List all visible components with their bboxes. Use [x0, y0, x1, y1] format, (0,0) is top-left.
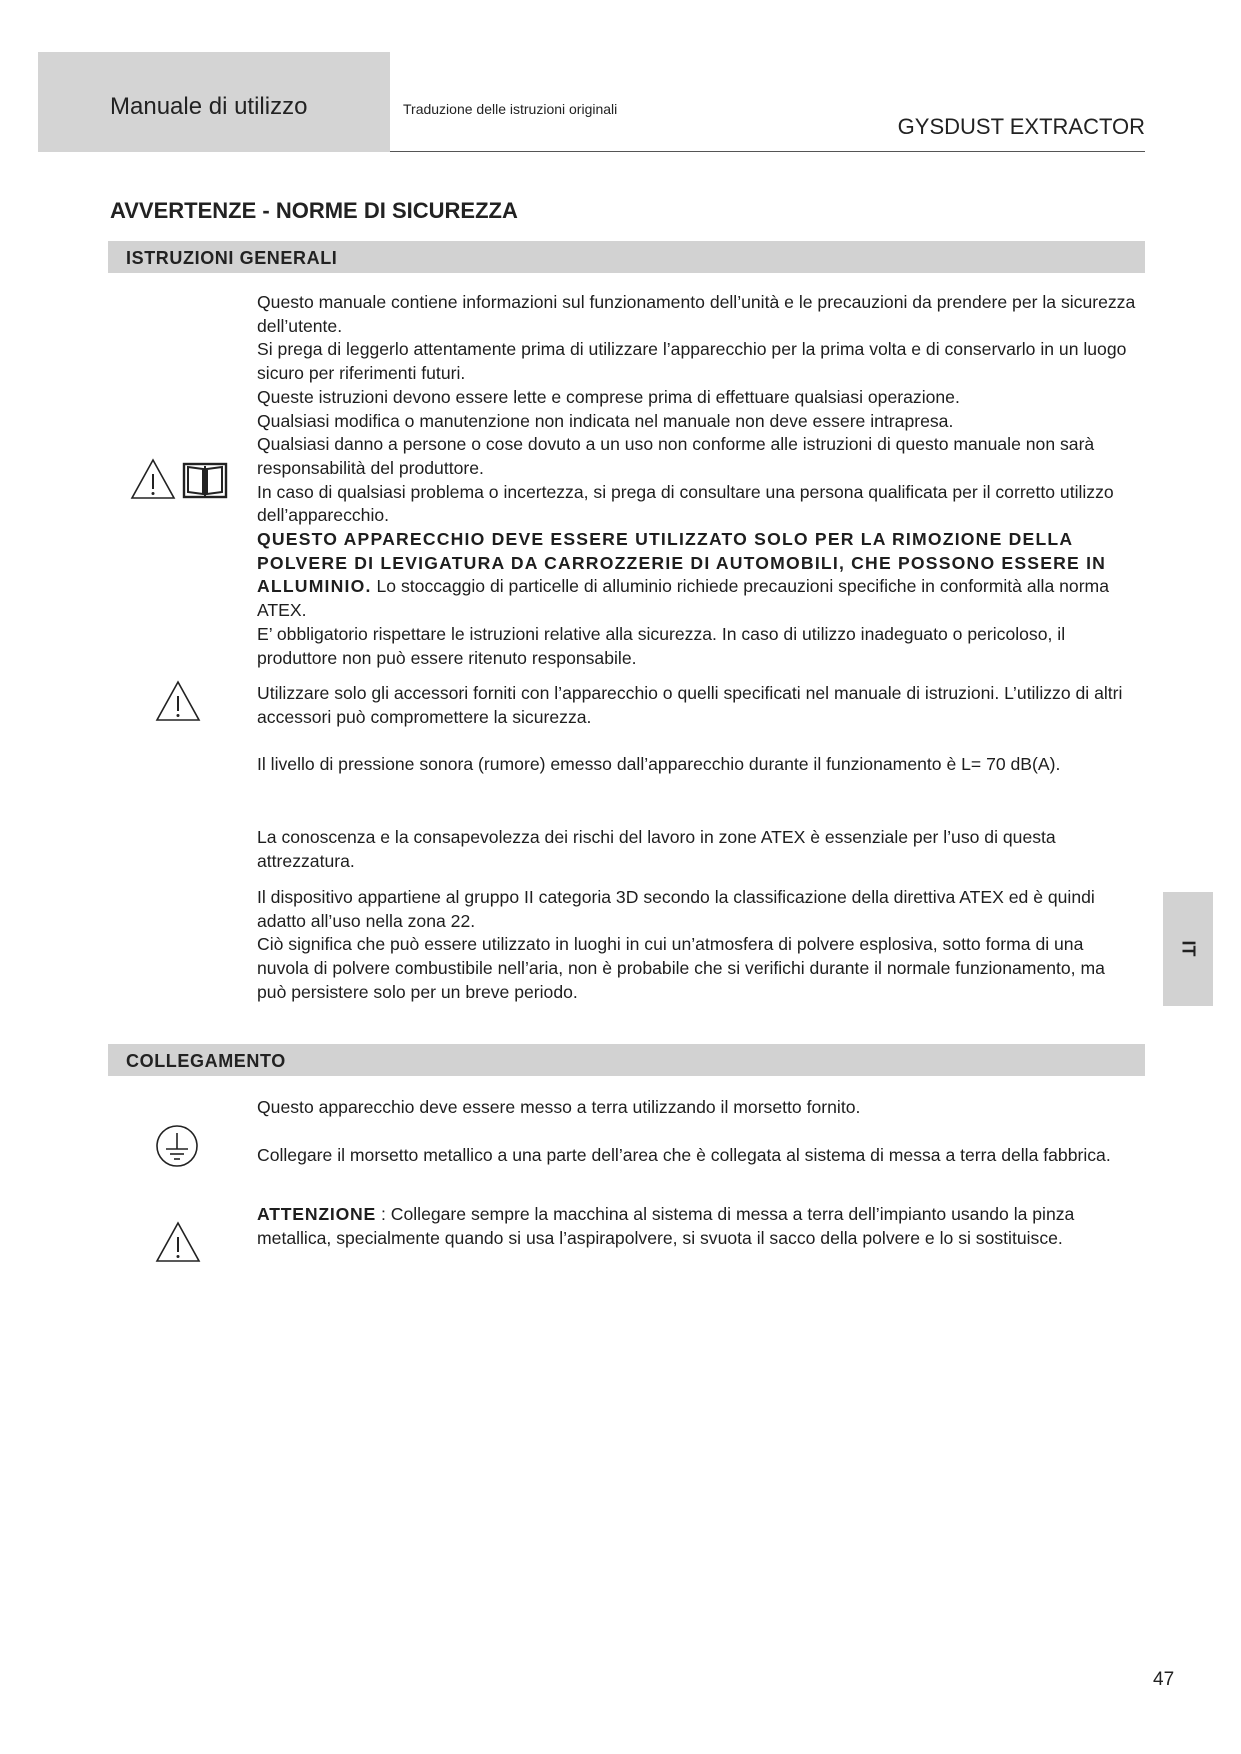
language-tab [1163, 892, 1213, 1006]
paragraph: Queste istruzioni devono essere lette e comprese prima di effettuare qualsiasi operazione. [257, 386, 960, 407]
page-title: AVVERTENZE - NORME DI SICUREZZA [110, 198, 518, 223]
read-manual-icon [182, 461, 228, 499]
accessories-text: Utilizzare solo gli accessori forniti con l’apparecchio o quelli specificati nel manuale di istruzioni. L’utilizzo di altri accessori può compromettere la sicurezza. [257, 683, 1123, 727]
header-subtitle: Traduzione delle istruzioni originali [403, 101, 618, 117]
atex-text-block [257, 886, 1139, 1005]
manual-title: Manuale di utilizzo [110, 93, 308, 120]
warning-icon [130, 458, 176, 500]
paragraph: Il dispositivo appartiene al gruppo II categoria 3D secondo la classificazione della direttiva ATEX ed è quindi adatto all’uso nella zona 22. [257, 887, 1095, 931]
page-number: 47 [1153, 1669, 1175, 1690]
atex-knowledge-text: La conoscenza e la consapevolezza dei rischi del lavoro in zone ATEX è essenziale per l’uso di questa attrezzatura. [257, 827, 1056, 871]
ground-icon [155, 1124, 199, 1168]
section-header-connection [108, 1044, 1145, 1076]
paragraph: Si prega di leggerlo attentamente prima di utilizzare l’apparecchio per la prima volta e di conservarlo in un luogo sicuro per riferimenti futuri. [257, 339, 1127, 384]
noise-text: Il livello di pressione sonora (rumore) emesso dall’apparecchio durante il funzionamento è L= 70 dB(A). [257, 754, 1061, 774]
header-divider [390, 151, 1145, 152]
grounding-text: Questo apparecchio deve essere messo a terra utilizzando il morsetto fornito. [257, 1097, 861, 1117]
general-text-block [257, 291, 1139, 670]
warning-rest: Lo stoccaggio di particelle di alluminio richiede precauzioni specifiche in conformità alla norma ATEX. [257, 576, 1109, 621]
section-heading-general: ISTRUZIONI GENERALI [126, 248, 338, 268]
warning-caps: QUESTO APPARECCHIO DEVE ESSERE UTILIZZATO SOLO PER LA RIMOZIONE DELLA POLVERE DI LEVIGATURA DA CARROZZERIE DI AUTOMOBILI, CHE POSSONO ESSERE IN ALLUMINIO. [257, 529, 1107, 597]
paragraph: E’ obbligatorio rispettare le istruzioni relative alla sicurezza. In caso di utilizzo inadeguato o pericoloso, il produttore non può essere ritenuto responsabile. [257, 623, 1066, 668]
attention-paragraph [257, 1203, 1139, 1250]
product-name: GYSDUST EXTRACTOR [897, 114, 1145, 139]
attention-label: ATTENZIONE [257, 1204, 377, 1224]
section-header-general [108, 241, 1145, 273]
paragraph: Questo manuale contiene informazioni sul funzionamento dell’unità e le precauzioni da prendere per la sicurezza dell’utente. [257, 292, 1136, 336]
paragraph: Qualsiasi danno a persone o cose dovuto a un uso non conforme alle istruzioni di questo manuale non sarà responsabilità del produttore. [257, 434, 1095, 478]
section-heading-connection: COLLEGAMENTO [126, 1051, 286, 1071]
warning-icon [155, 1221, 201, 1263]
warning-icon [155, 680, 201, 722]
attention-text: : Collegare sempre la macchina al sistema di messa a terra dell’impianto usando la pinza metallica, specialmente quando si usa l’aspirapolvere, si svuota il sacco della polvere e lo si sostituisce. [257, 1204, 1075, 1248]
language-tab-label: IT [1178, 940, 1199, 957]
paragraph: Qualsiasi modifica o manutenzione non indicata nel manuale non deve essere intrapresa. [257, 410, 954, 431]
paragraph: In caso di qualsiasi problema o incertezza, si prega di consultare una persona qualificata per il corretto utilizzo dell’apparecchio. [257, 481, 1114, 526]
clamp-text: Collegare il morsetto metallico a una parte dell’area che è collegata al sistema di messa a terra della fabbrica. [257, 1145, 1111, 1165]
paragraph: Ciò significa che può essere utilizzato in luoghi in cui un’atmosfera di polvere esplosiva, sotto forma di una nuvola di polvere combustibile nell’aria, non è probabile che si verifichi durante il normale funzionamento, ma può persistere solo per un breve periodo. [257, 934, 1105, 1002]
warning-paragraph [257, 528, 1139, 623]
